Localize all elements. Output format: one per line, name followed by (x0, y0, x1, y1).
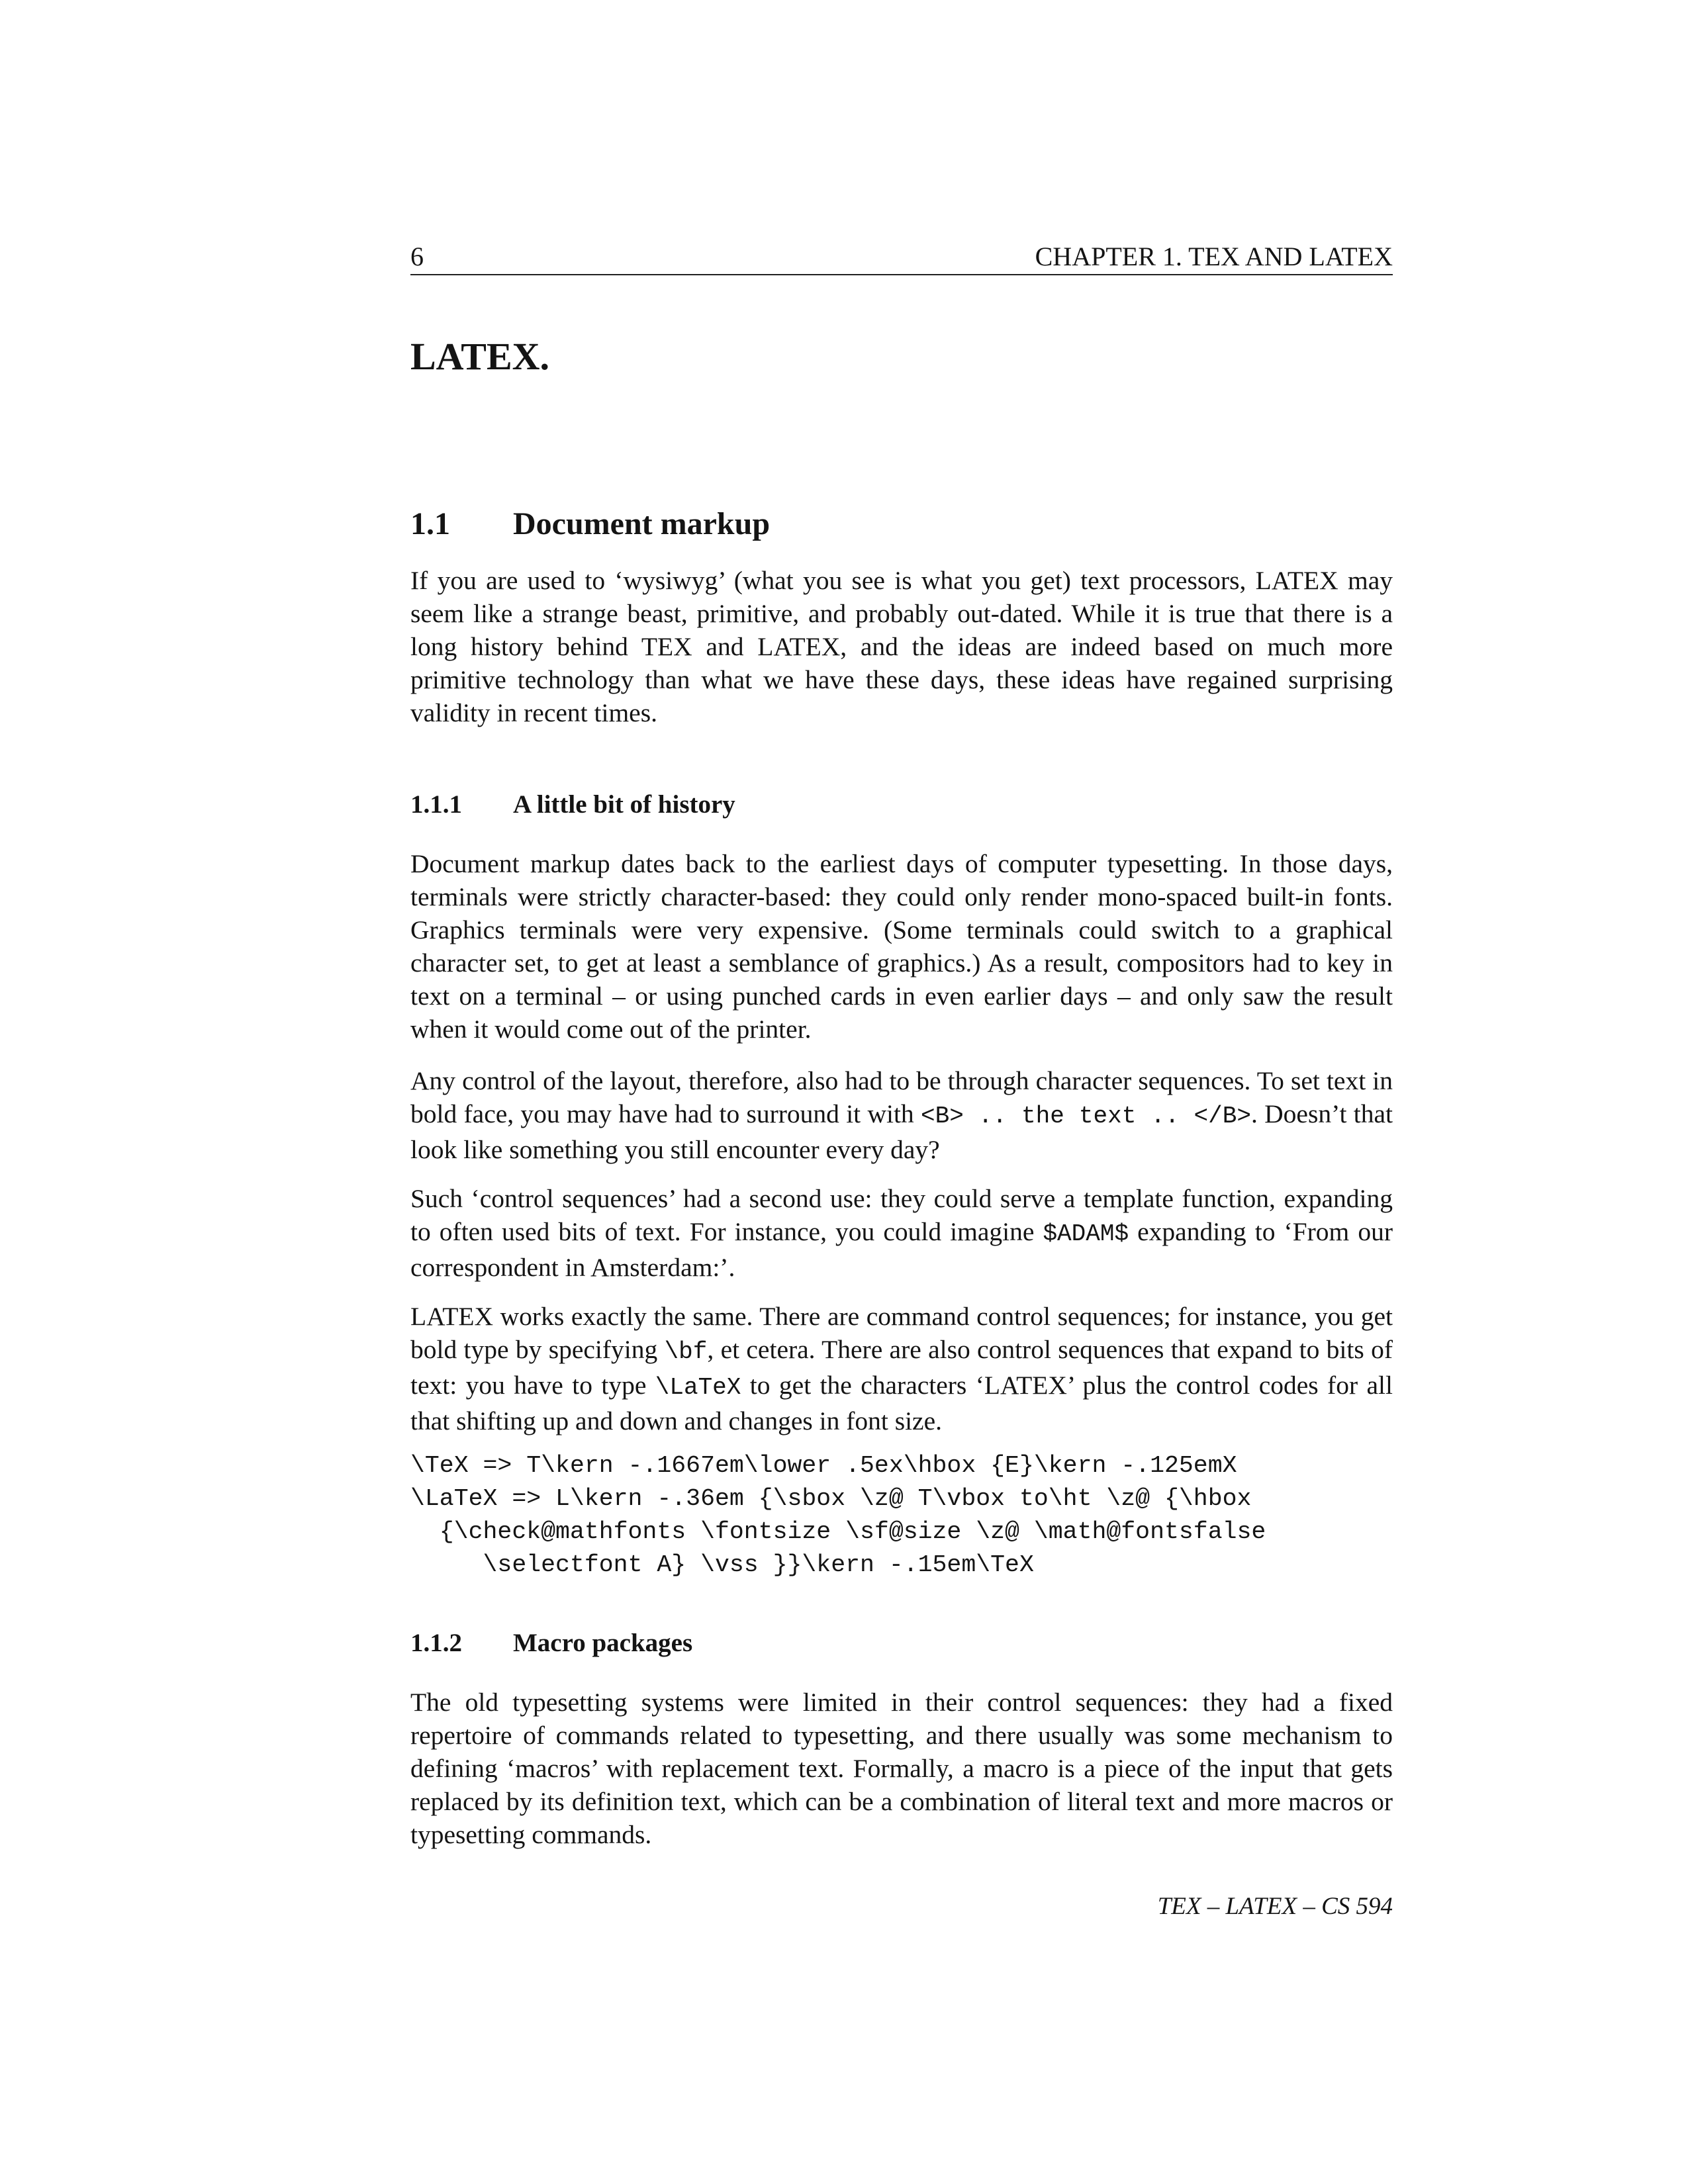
subsection-title: A little bit of history (513, 790, 735, 819)
section-heading (410, 508, 1393, 545)
inline-code: $ADAM$ (1043, 1220, 1129, 1248)
fragment-heading: LATEX. (410, 335, 550, 378)
subsection-number: 1.1.2 (410, 1629, 462, 1657)
subsection-number: 1.1.1 (410, 790, 462, 819)
history-paragraph-1: Document markup dates back to the earliest days of computer typesetting. In those days, terminals were strictly character-based: they could only render mono-spaced built-in fonts. Graphics terminals were very expensive. (Some terminals could switch to a graphical character set, to get at least a semblance of graphics.) As a result, compositors had to key in text on a terminal – or using punched cards in even earlier days – and only saw the result when it would come out of the printer. (410, 849, 1393, 1044)
document-page (410, 0, 1393, 2184)
section-number: 1.1 (410, 506, 450, 541)
code-line: \TeX => T\kern -.1667em\lower .5ex\hbox {E}\kern -.125emX (410, 1452, 1237, 1479)
macros-paragraph: The old typesetting systems were limited in their control sequences: they had a fixed repertoire of commands related to typesetting, and there usually was some mechanism to defining ‘macros’ with replacement text. Formally, a macro is a piece of the input that gets replaced by its definition text, which can be a combination of literal text and more macros or typesetting commands. (410, 1688, 1393, 1849)
paragraph-text: Such ‘control sequences’ had a second use: they could serve a template function, expanding to often used bits of text. For instance, you could imagine (410, 1184, 1393, 1246)
code-line: {\check@mathfonts \fontsize \sf@size \z@ \math@fontsfalse (410, 1518, 1266, 1545)
history-paragraph-2 (410, 1064, 1393, 1166)
code-listing (410, 1449, 1393, 1582)
history-paragraph-4 (410, 1300, 1393, 1437)
inline-code: \bf (664, 1338, 708, 1365)
paragraph-text: to get the characters ‘LATEX’ plus the control codes for all that shifting up and down and changes in font size. (410, 1371, 1393, 1435)
subsection-title: Macro packages (513, 1629, 693, 1657)
inline-code: \LaTeX (655, 1374, 741, 1401)
running-header (410, 233, 1393, 275)
paragraph-text: LATEX works exactly the same. There are command control sequences; for instance, you get bold type by specifying (410, 1302, 1393, 1364)
code-line: \selectfont A} \vss }}\kern -.15em\TeX (410, 1551, 1034, 1578)
paragraph-text: Any control of the layout, therefore, also had to be through character sequences. To set text in bold face, you may have had to surround it with (410, 1066, 1393, 1128)
paragraph-text: . Doesn’t that look like something you still encounter every day? (410, 1099, 1393, 1164)
page-footer: TEX – LATEX – CS 594 (1157, 1893, 1393, 1920)
code-line: \LaTeX => L\kern -.36em {\sbox \z@ T\vbox to\ht \z@ {\hbox (410, 1485, 1252, 1512)
history-paragraph-3 (410, 1182, 1393, 1284)
subsection-heading-macros (410, 1630, 1393, 1661)
subsection-heading-history (410, 792, 1393, 822)
page-number: 6 (410, 242, 424, 271)
section-title: Document markup (513, 506, 771, 541)
inline-code: <B> .. the text .. </B> (920, 1103, 1251, 1130)
chapter-title: CHAPTER 1. TEX AND LATEX (1035, 242, 1393, 271)
paragraph-text: expanding to ‘From our correspondent in Amsterdam:’. (410, 1217, 1393, 1282)
section-intro-paragraph: If you are used to ‘wysiwyg’ (what you see is what you get) text processors, LATEX may seem like a strange beast, primitive, and probably out-dated. While it is true that there is a long history behind TEX and LATEX, and the ideas are indeed based on much more primitive technology than what we have these days, these ideas have regained surprising validity in recent times. (410, 566, 1393, 727)
paragraph-text: , et cetera. There are also control sequences that expand to bits of text: you have to type (410, 1335, 1393, 1400)
